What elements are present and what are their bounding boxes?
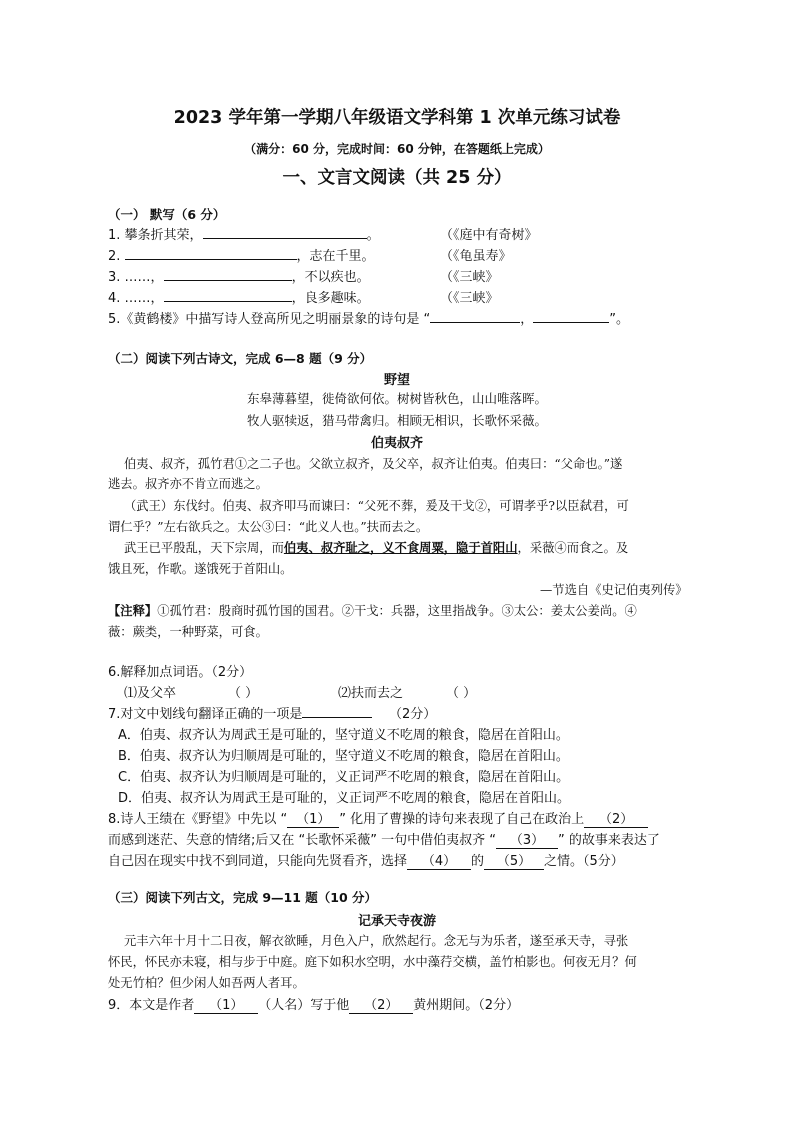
annotation: 【注释】①孤竹君：殷商时孤竹国的国君。②干戈：兵器，这里指战争。③太公：姜太公姜尚。④	[108, 603, 637, 618]
prose-line: 武王已平殷乱，天下宗周，而伯夷、叔齐耻之，义不食周粟，隐于首阳山，采薇④而食之。及	[124, 540, 629, 555]
section-heading: 一、文言文阅读（共 25 分）	[282, 168, 512, 188]
page-title: 2023 学年第一学期八年级语文学科第 1 次单元练习试卷	[173, 108, 621, 128]
dictation-item: 4. ……， ，良多趣味。	[108, 287, 370, 306]
dictation-source: （《三峡》	[440, 270, 499, 285]
answer-blank[interactable]	[430, 308, 520, 323]
question-8-line: 而感到迷茫、失意的情绪;后又在 “长歌怀采薇” 一句中借伯夷叔齐 “ （3） ” 的故事来表达了	[108, 829, 660, 849]
prose-line: 谓仁乎？”左右欲兵之。太公③曰：“此义人也。”扶而去之。	[108, 520, 429, 534]
prose-title: 伯夷叔齐	[370, 436, 423, 451]
dictation-source: （《三峡》	[440, 291, 499, 306]
answer-blank[interactable]	[203, 224, 367, 239]
part3-heading: （三）阅读下列古文，完成 9—11 题（10 分）	[108, 890, 378, 905]
part2-heading: （二）阅读下列古诗文，完成 6—8 题（9 分）	[108, 351, 373, 366]
option-d[interactable]: D．伯夷、叔齐认为周武王是可耻的，义正词严不吃周的粮食，隐居在首阳山。	[118, 791, 571, 806]
answer-blank[interactable]: （2）	[584, 808, 648, 828]
prose-line: （武王）东伐纣。伯夷、叔齐叩马而谏曰：“父死不葬，爰及干戈②，可谓孝乎?以臣弑君，可	[124, 499, 629, 513]
answer-blank[interactable]: （4）	[407, 850, 471, 870]
poem-line: 东皋薄暮望，徙倚欲何依。树树皆秋色，山山唯落晖。	[246, 391, 547, 406]
question-8-line: 8.诗人王绩在《野望》中先以 “ （1） ” 化用了曹操的诗句来表现了自己在政治上 （2）	[108, 808, 648, 828]
question-6: 6.解释加点词语。（2分）	[108, 665, 253, 680]
poem-line: 牧人驱犊返，猎马带禽归。相顾无相识，长歌怀采薇。	[246, 413, 547, 428]
prose-line: 饿且死，作歌。遂饿死于首阳山。	[108, 562, 293, 576]
question-8-line: 自己因在现实中找不到同道，只能向先贤看齐，选择 （4） 的 （5） 之情。（5分）	[108, 850, 624, 870]
question-9: 9．本文是作者 （1） （人名）写于他 （2） 黄州期间。（2分）	[108, 994, 519, 1014]
passage-title: 记承天寺夜游	[357, 914, 436, 929]
answer-blank[interactable]	[533, 308, 609, 323]
part1-heading: （一） 默写（6 分）	[108, 207, 226, 222]
prose-source: —节选自《史记伯夷列传》	[540, 583, 688, 597]
answer-blank[interactable]	[164, 266, 292, 281]
answer-blank[interactable]: （5）	[484, 850, 544, 870]
dictation-item: 1. 攀条折其荣， 。	[108, 224, 380, 243]
prose-line: 逃去。叔齐亦不肯立而逃之。	[108, 477, 268, 491]
question-5: 5.《黄鹤楼》中描写诗人登高所见之明丽景象的诗句是 “ ， ”。	[108, 308, 629, 327]
dictation-item: 3. ……， ，不以疾也。	[108, 266, 370, 285]
answer-blank[interactable]	[302, 703, 372, 718]
underlined-sentence: 伯夷、叔齐耻之，义不食周粟，隐于首阳山	[283, 540, 518, 555]
prose-line: 伯夷、叔齐，孤竹君①之二子也。父欲立叔齐，及父卒，叔齐让伯夷。伯夷曰：“父命也。”遂	[124, 457, 623, 471]
answer-blank[interactable]: （3）	[496, 829, 558, 849]
option-a[interactable]: A．伯夷、叔齐认为周武王是可耻的，坚守道义不吃周的粮食，隐居在首阳山。	[118, 728, 569, 743]
answer-blank[interactable]: （1）	[287, 808, 339, 828]
prose-line: 元丰六年十月十二日夜，解衣欲睡，月色入户，欣然起行。念无与为乐者，遂至承天寺，寻张	[124, 934, 629, 948]
dictation-source: （《庭中有奇树》	[440, 228, 538, 243]
option-c[interactable]: C．伯夷、叔齐认为归顺周是可耻的，义正词严不吃周的粮食，隐居在首阳山。	[118, 770, 570, 785]
poem-title: 野望	[383, 373, 410, 388]
answer-paren[interactable]: （ ）	[446, 686, 477, 701]
question-7: 7.对文中划线句翻译正确的一项是 （2分）	[108, 703, 436, 722]
annotation: 薇：蕨类，一种野菜，可食。	[108, 625, 268, 639]
prose-line: 处无竹柏？但少闲人如吾两人者耳。	[108, 976, 305, 990]
answer-blank[interactable]	[125, 245, 297, 260]
answer-blank[interactable]: （1）	[194, 994, 258, 1014]
answer-blank[interactable]: （2）	[349, 994, 413, 1014]
question-6-item: ⑴及父卒	[124, 686, 177, 701]
dictation-item: 2. ，志在千里。	[108, 245, 375, 264]
question-6-item: ⑵扶而去之	[338, 686, 404, 701]
answer-blank[interactable]	[164, 287, 292, 302]
answer-paren[interactable]: （ ）	[228, 686, 259, 701]
exam-instructions: （满分：60 分，完成时间：60 分钟，在答题纸上完成）	[244, 142, 550, 156]
prose-line: 怀民，怀民亦未寝，相与步于中庭。庭下如积水空明，水中藻荇交横，盖竹柏影也。何夜无月？何	[108, 955, 637, 969]
option-b[interactable]: B．伯夷、叔齐认为归顺周是可耻的，坚守道义不吃周的粮食，隐居在首阳山。	[118, 749, 569, 764]
dictation-source: （《龟虽寿》	[440, 249, 512, 264]
